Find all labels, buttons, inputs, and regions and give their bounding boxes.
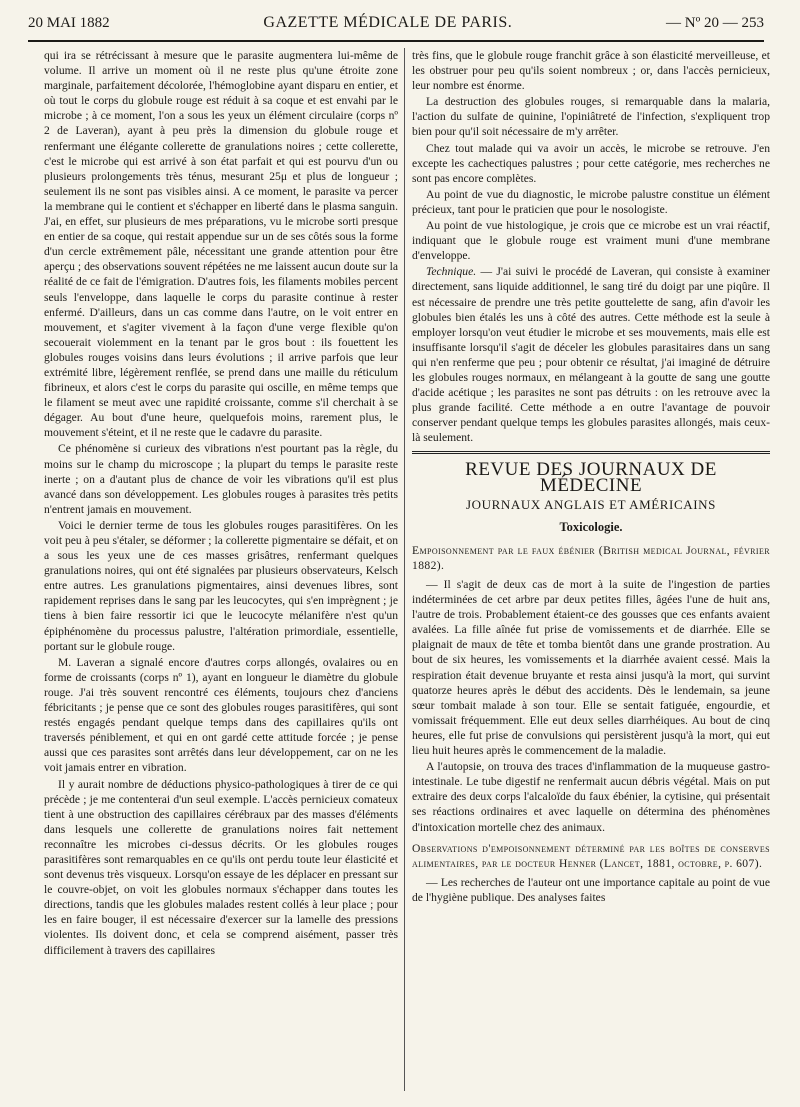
paragraph: Chez tout malade qui va avoir un accès, le microbe se retrouve. J'en excepte les cachectiques palustres ; pour cette catégorie, mes recherches ne sont pas encore complètes. — [412, 141, 770, 185]
article-title-text: Observations d'empoisonnement déterminé par les boîtes de conserves alimentaires, — [412, 841, 770, 870]
journal-title: GAZETTE MÉDICALE DE PARIS. — [263, 14, 513, 31]
paragraph: Ce phénomène si curieux des vibrations n'est pourtant pas la règle, du moins sur le champ du microscope ; la plupart du temps le parasite reste inerte ; on a d'autant plus de chance de voir les vibrations qu'il est plus avancé dans son développement. Les globules rouges à parasites très petits n'entrent jamais en mouvement. — [44, 442, 398, 516]
paragraph: — Il s'agit de deux cas de mort à la suite de l'ingestion de parties indéterminées de cet arbre par deux petites filles, âgées l'une de huit ans, l'autre de trois. Probablement étaient-ce des gousses que ces enfants avaient avalées. La fille aînée fut prise de vomissements et de diarrhée. Elle se plaignait de maux de tête et tomba bientôt dans une grande prostration. Au bout de six heures, les vomissements et la diarrhée avaient cessé. Mais la respiration était devenue bruyante et resta ainsi jusqu'à la mort, qui survint quatorze heures après le début des accidents. Dès le lendemain, sa jeune sœur tombait malade à son tour. Elle se sentait fatiguée, engourdie, et vomissait fréquemment. Elle eut deux selles diarrhéiques. Au bout de cinq heures, elle fut prise de convulsions qui persistèrent jusqu'à la mort, qui eut lieu huit heures après le commencement de la maladie. — [412, 578, 770, 758]
article-title — [412, 543, 770, 573]
article-source: (British medical Journal, février 1882). — [412, 543, 770, 572]
technique-text: — J'ai suivi le procédé de Laveran, qui consiste à examiner directement, sans liquide additionnel, le sang tiré du doigt par une piqûre. Il est nécessaire de prendre une très petite gouttelette de sang, afin d'avoir les globules bien étalés les uns à côté des autres. Cette méthode est la seule à employer lorsqu'on veut étudier le microbe et ses mouvements, mais elle est insuffisante lorsqu'il s'agit de déceler les globules parasitaires dans un sang qui n'en renferme que peu ; pour obtenir ce résultat, j'ai imaginé de détruire les globules rouges normaux, en mélangeant à la goutte de sang une goutte d'acide acétique ; les parasites ne sont pas détruits : on les retrouve avec la plus grande facilité. Cette méthode a en outre l'avantage de pouvoir conserver pendant quelque temps les globules parasites allongés, mais ceux-là seulement. — [412, 265, 770, 445]
paragraph: — Les recherches de l'auteur ont une importance capitale au point de vue de l'hygiène publique. Des analyses faites — [412, 875, 770, 904]
paragraph: Il y aurait nombre de déductions physico-pathologiques à tirer de ce qui précède ; je me contenterai d'un seul exemple. L'accès pernicieux comateux tient à une obstruction des capillaires cérébraux par des masses d'éléments dans lesquels une collerette de granulations noires fait nettement reconnaître les microbes ci-dessus décrits. Or les globules rouges parasitifères sont remarquables en ce qu'ils ont perdu toute leur élasticité et sont devenus très visqueux. Lorsqu'on essaye de les déplacer en pressant sur le couvre-objet, on voit les globules normaux s'échapper dans toutes les directions, tandis que les globules malades restent collés à leur place ; pour les en faire bouger, il est nécessaire d'exercer sur la lamelle des pressions violentes. Ils doivent donc, et cela se comprend aisément, passer très difficilement à travers des capillaires — [44, 777, 398, 957]
paragraph: Voici le dernier terme de tous les globules rouges parasitifères. On les voit peu à peu s'étaler, se déformer ; la collerette pigmentaire se défait, et on a sous les yeux une de ces masses grisâtres, renfermant quelques granulations noires, qui ont été signalées par plusieurs observateurs, Kelsch entre autres. Les granulations pigmentaires, ainsi devenues libres, sont rapidement reprises dans le sang par les leucocytes, qui s'en imprègnent ; je tiens à bien faire ressortir ici que le leucocyte mélanifère n'est qu'un épiphénomène du processus palustre, l'altération primordiale, essentielle, portant sur le globule rouge. — [44, 518, 398, 653]
article-title-text: Empoisonnement par le faux ébénier — [412, 543, 596, 557]
paragraph: Au point de vue histologique, je crois que ce microbe est un vrai réactif, indiquant que le globule rouge est vraiment muni d'une membrane d'enveloppe. — [412, 219, 770, 263]
technique-paragraph — [412, 264, 770, 445]
left-column — [44, 48, 398, 1089]
paragraph: Au point de vue du diagnostic, le microbe palustre constitue un élément précieux, tant pour le praticien que pour le nosologiste. — [412, 187, 770, 216]
page-number: — Nº 20 — 253 — [666, 15, 764, 31]
paragraph: La destruction des globules rouges, si remarquable dans la malaria, l'action du sulfate de quinine, l'opiniâtreté de l'infection, s'expliquent trop bien pour qu'il soit nécessaire de m'y arrêter. — [412, 95, 770, 139]
paragraph: qui ira se rétrécissant à mesure que le parasite augmentera lui-même de volume. Il arrive un moment où il ne reste plus qu'une étroite zone marginale, parfaitement décolorée, l'hémoglobine ayant disparu en entier, et où tout le corps du globule rouge est réduit à sa coque et est envahi par le microbe ; à ce moment, l'on a sous les yeux un élément circulaire (corps nº 2 de Laveran), ayant à peu près la dimension du globule rouge et renfermant une élégante collerette de granulations noires ; cette collerette, c'est le microbe qui est arrivé à son état parfait et qui est pourvu d'un ou plusieurs prolongements très ténus, mesurant 25μ et plus de longueur ; seulement ils ne sont pas visibles ainsi. A ce moment, le parasite va percer la membrane qui le contient et s'échapper en liberté dans le plasma sanguin. J'ai, en effet, sur plusieurs de mes préparations, vu le microbe sorti presque en entier de sa coque, qui restait appendue sur un de ses côtés sous la forme d'un cercle extrêmement pâle, nécessitant une grande attention pour être aperçu ; des observations souvent répétées ne me laissent aucun doute sur la réalité de ce fait de l'émigration. D'autres fois, les filaments mobiles percent seuls l'enveloppe, dans laquelle le corps du parasite continue à rester enfermé. D'ailleurs, dans un cas comme dans l'autre, on le voit entrer en mouvement, et s'agiter vivement à la façon d'une verge flexible qu'on secouerait violemment en la tenant par le gros bout : ils fouettent les globules rouges voisins dans leurs évolutions ; il arrive parfois que leur extrémité libre, légèrement renflée, se prend dans une maille du réticulum fibrineux, et alors c'est le corps du parasite qui oscille, en même temps que le filament se meut avec une rapidité croissante, comme s'il cherchait à se dégager. Au bout d'une heure, quelquefois moins, rarement plus, le mouvement s'éteint, et il ne reste que le cadavre du parasite. — [44, 49, 398, 440]
technique-label: Technique. — [426, 265, 477, 279]
section-title: REVUE DES JOURNAUX DE MÉDECINE — [465, 459, 717, 496]
section-rule — [412, 451, 770, 454]
article-title — [412, 841, 770, 871]
paragraph: très fins, que le globule rouge franchit grâce à son élasticité merveilleuse, et les obstruer pour peu qu'ils soient nombreux ; or, dans l'accès pernicieux, leur nombre est énorme. — [412, 49, 770, 93]
page-header — [28, 14, 764, 42]
article-source: par le docteur Henner (Lancet, 1881, octobre, p. 607). — [478, 856, 763, 870]
column-divider — [404, 48, 405, 1091]
right-column — [412, 48, 770, 1089]
paragraph: A l'autopsie, on trouva des traces d'inflammation de la muqueuse gastro-intestinale. Le tube digestif ne renfermait aucun débris végétal. Mais on put extraire des deux corps l'alcaloïde du faux ébénier, la cytisine, qui présentait ses réactions ordinaires et avec laquelle on détermina des phénomènes d'intoxication mortelle chez des animaux. — [412, 760, 770, 834]
rubric-title: Toxicologie. — [559, 519, 623, 534]
header-date: 20 MAI 1882 — [28, 15, 110, 31]
section-subtitle: JOURNAUX ANGLAIS ET AMÉRICAINS — [466, 496, 716, 512]
paragraph: M. Laveran a signalé encore d'autres corps allongés, ovalaires ou en forme de croissants (corps nº 1), ayant en longueur le diamètre du globule rouge. J'ai très souvent rencontré ces éléments, toujours chez d'anciens fébricitants ; je pense que ce sont des globules rouges parasitifères, qui sont restés engagés pendant quelque temps dans des capillaires qu'ils ont traversés péniblement, et qui en ont gardé cette attitude forcée ; je pense aussi que ces parasites sont arrêtés dans leur développement, car on ne les voit jamais entrer en vibration. — [44, 655, 398, 775]
